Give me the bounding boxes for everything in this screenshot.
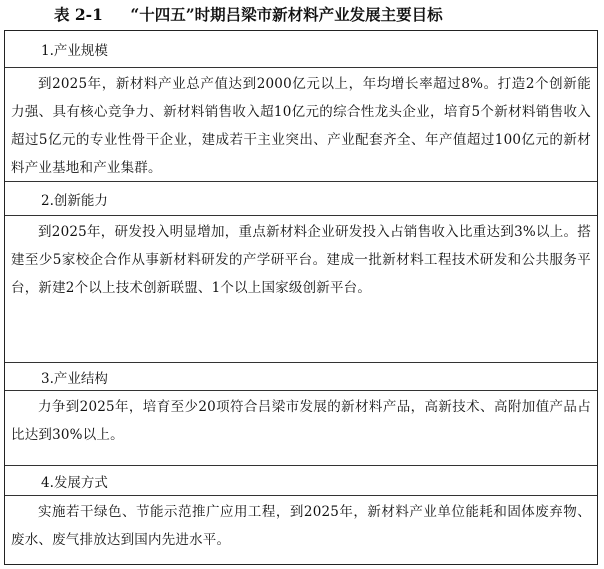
table-title: “十四五”时期吕梁市新材料产业发展主要目标	[130, 5, 443, 24]
section-body-scale: 到2025年，新材料产业总产值达到2000亿元以上，年均增长率超过8%。打造2个创新能力强、具有核心竞争力、新材料销售收入超10亿元的综合性龙头企业，培育5个新材料销售收入超过5亿元的专业性骨干企业，建成若干主业突出、产业配套齐全、年产值超过100亿元的新材料产业基地和产业集群。	[5, 67, 597, 181]
section-heading-structure: 3.产业结构	[5, 362, 597, 390]
section-heading-scale: 1.产业规模	[41, 43, 108, 59]
table-caption	[54, 2, 443, 28]
section-body-mode: 实施若干绿色、节能示范推广应用工程，到2025年，新材料产业单位能耗和固体废弃物、废水、废气排放达到国内先进水平。	[5, 495, 597, 563]
section-body-innovation: 到2025年，研发投入明显增加，重点新材料企业研发投入占销售收入比重达到3%以上。搭建至少5家校企合作从事新材料研发的产学研平台。建成一批新材料工程技术研发和公共服务平台，新建2个以上技术创新联盟、1个以上国家级创新平台。	[5, 215, 597, 362]
section-heading-mode: 4.发展方式	[5, 465, 597, 495]
section-body-structure: 力争到2025年，培育至少20项符合吕梁市发展的新材料产品，高新技术、高附加值产品占比达到30%以上。	[5, 390, 597, 465]
table-number: 表 2-1	[54, 5, 103, 24]
goals-table	[4, 30, 598, 565]
section-heading-innovation: 2.创新能力	[5, 181, 597, 215]
